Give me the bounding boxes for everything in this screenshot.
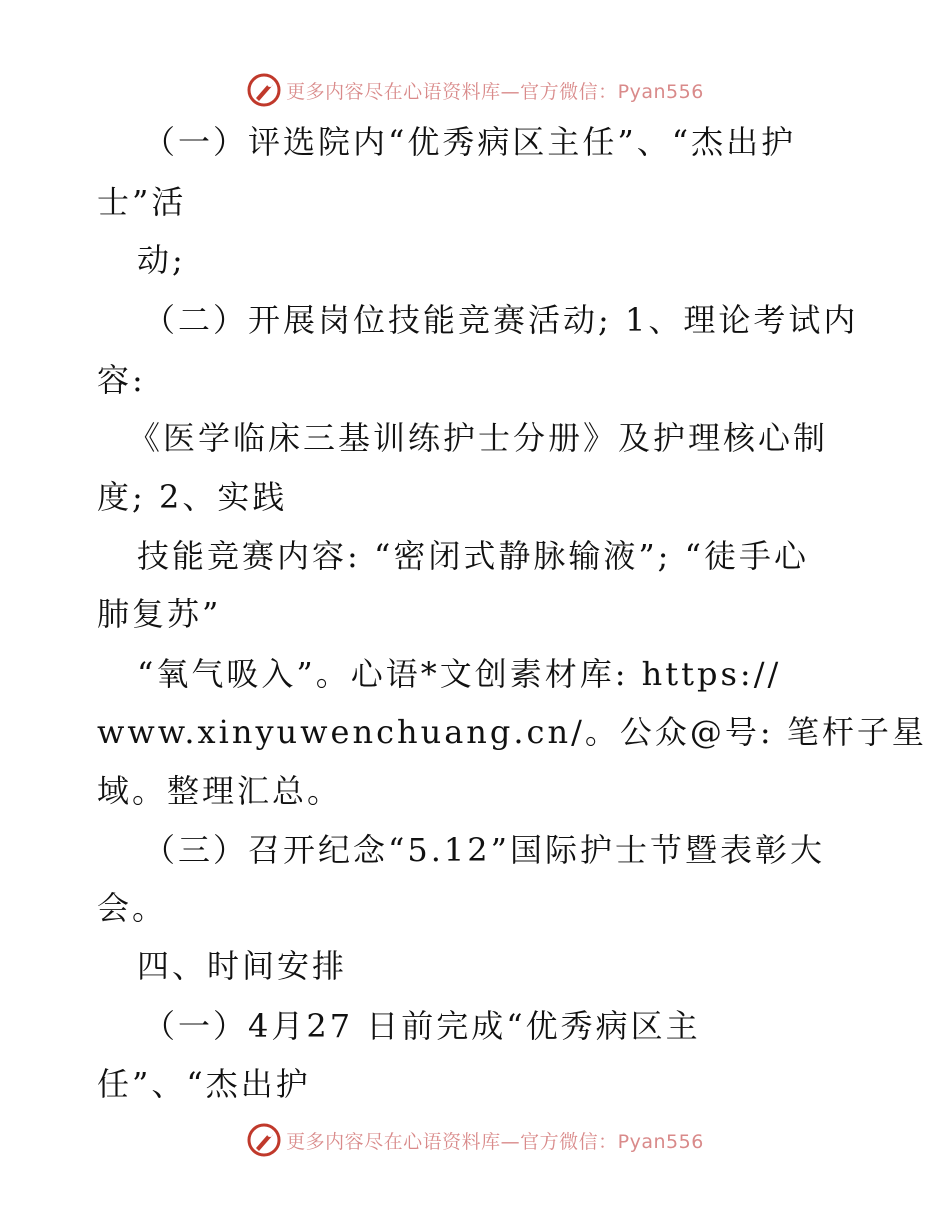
text-line: 会。: [97, 889, 168, 927]
text-line: 任”、“杰出护: [97, 1065, 311, 1103]
watermark-text: 更多内容尽在心语资料库—官方微信：Pyan556: [286, 80, 704, 103]
pen-logo-icon: [246, 72, 282, 108]
text-line: 容:: [97, 361, 146, 399]
text-line: 动;: [137, 241, 186, 279]
text-line: 度; 2、实践: [97, 478, 288, 516]
text-line: 士”活: [97, 183, 187, 221]
text-line: （一）评选院内“优秀病区主任”、“杰出护: [143, 123, 797, 161]
text-line: 肺复苏”: [97, 595, 222, 633]
text-line: www.xinyuwenchuang.cn/。公众@号: 笔杆子星: [97, 713, 927, 751]
text-line: 四、时间安排: [137, 947, 348, 985]
text-line: 《医学临床三基训练护士分册》及护理核心制: [128, 419, 829, 457]
text-line: “氧气吸入”。心语*文创素材库: https://: [137, 655, 782, 693]
watermark-footer: [0, 1120, 950, 1160]
text-line: 技能竞赛内容: “密闭式静脉输液”; “徒手心: [137, 537, 809, 575]
text-line: （一）4月27 日前完成“优秀病区主: [143, 1007, 701, 1045]
text-line: （二）开展岗位技能竞赛活动; 1、理论考试内: [143, 301, 859, 339]
text-line: （三）召开纪念“5.12”国际护士节暨表彰大: [143, 831, 825, 869]
pen-logo-icon: [246, 1122, 282, 1158]
watermark-text: 更多内容尽在心语资料库—官方微信：Pyan556: [286, 1130, 704, 1153]
text-line: 域。整理汇总。: [97, 772, 343, 810]
watermark-header: [0, 70, 950, 110]
